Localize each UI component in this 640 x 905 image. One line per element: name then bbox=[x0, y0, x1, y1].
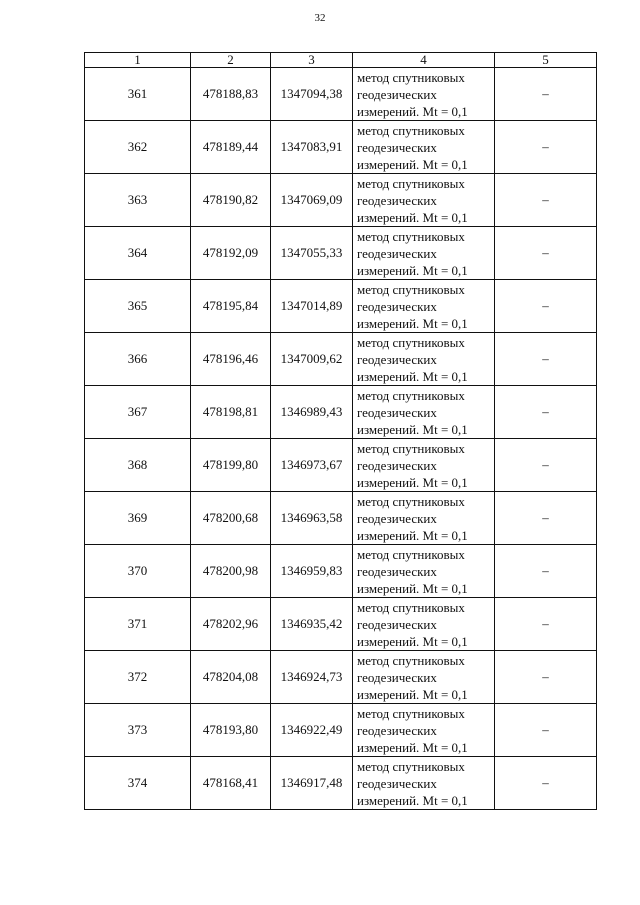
method-line: измерений. Mt = 0,1 bbox=[357, 792, 468, 808]
x-coordinate-cell: 478188,83 bbox=[191, 68, 271, 121]
point-number-cell: 373 bbox=[85, 704, 191, 757]
method-line: геодезических bbox=[357, 510, 437, 526]
y-coordinate-cell: 1346922,49 bbox=[271, 704, 353, 757]
method-line: измерений. Mt = 0,1 bbox=[357, 262, 468, 278]
coordinates-table bbox=[84, 52, 597, 810]
x-coordinate-cell: 478190,82 bbox=[191, 174, 271, 227]
method-line: метод спутниковых bbox=[357, 493, 465, 509]
point-number-cell: 372 bbox=[85, 651, 191, 704]
table-body bbox=[85, 68, 597, 810]
point-number-cell: 364 bbox=[85, 227, 191, 280]
page-number: 32 bbox=[314, 12, 326, 24]
method-line: геодезических bbox=[357, 457, 437, 473]
y-coordinate-cell: 1346963,58 bbox=[271, 492, 353, 545]
method-cell bbox=[353, 704, 495, 757]
method-line: измерений. Mt = 0,1 bbox=[357, 209, 468, 225]
point-number-cell: 362 bbox=[85, 121, 191, 174]
point-number-cell: 374 bbox=[85, 757, 191, 810]
method-line: геодезических bbox=[357, 245, 437, 261]
point-number-cell: 363 bbox=[85, 174, 191, 227]
table-row bbox=[85, 545, 597, 598]
table-row bbox=[85, 704, 597, 757]
table-row bbox=[85, 280, 597, 333]
column-header: 1 bbox=[85, 53, 191, 68]
point-number-cell: 369 bbox=[85, 492, 191, 545]
method-line: метод спутниковых bbox=[357, 228, 465, 244]
x-coordinate-cell: 478195,84 bbox=[191, 280, 271, 333]
method-line: метод спутниковых bbox=[357, 599, 465, 615]
point-number-cell: 366 bbox=[85, 333, 191, 386]
method-line: метод спутниковых bbox=[357, 387, 465, 403]
method-line: измерений. Mt = 0,1 bbox=[357, 474, 468, 490]
y-coordinate-cell: 1347014,89 bbox=[271, 280, 353, 333]
method-line: метод спутниковых bbox=[357, 652, 465, 668]
method-line: геодезических bbox=[357, 669, 437, 685]
method-line: метод спутниковых bbox=[357, 334, 465, 350]
table-row bbox=[85, 492, 597, 545]
table-row bbox=[85, 598, 597, 651]
table-row bbox=[85, 333, 597, 386]
method-line: геодезических bbox=[357, 563, 437, 579]
method-cell bbox=[353, 280, 495, 333]
method-line: геодезических bbox=[357, 616, 437, 632]
note-cell: – bbox=[495, 757, 597, 810]
method-cell bbox=[353, 439, 495, 492]
table-row bbox=[85, 121, 597, 174]
table-header-row bbox=[85, 53, 597, 68]
y-coordinate-cell: 1347083,91 bbox=[271, 121, 353, 174]
y-coordinate-cell: 1346917,48 bbox=[271, 757, 353, 810]
y-coordinate-cell: 1347055,33 bbox=[271, 227, 353, 280]
table-row bbox=[85, 386, 597, 439]
x-coordinate-cell: 478198,81 bbox=[191, 386, 271, 439]
method-line: метод спутниковых bbox=[357, 69, 465, 85]
method-line: измерений. Mt = 0,1 bbox=[357, 368, 468, 384]
y-coordinate-cell: 1346973,67 bbox=[271, 439, 353, 492]
point-number-cell: 371 bbox=[85, 598, 191, 651]
method-line: измерений. Mt = 0,1 bbox=[357, 156, 468, 172]
note-cell: – bbox=[495, 439, 597, 492]
method-line: измерений. Mt = 0,1 bbox=[357, 103, 468, 119]
note-cell: – bbox=[495, 227, 597, 280]
note-cell: – bbox=[495, 280, 597, 333]
method-cell bbox=[353, 545, 495, 598]
method-cell bbox=[353, 386, 495, 439]
x-coordinate-cell: 478200,98 bbox=[191, 545, 271, 598]
method-line: метод спутниковых bbox=[357, 440, 465, 456]
x-coordinate-cell: 478200,68 bbox=[191, 492, 271, 545]
note-cell: – bbox=[495, 333, 597, 386]
column-header: 3 bbox=[271, 53, 353, 68]
method-line: геодезических bbox=[357, 775, 437, 791]
x-coordinate-cell: 478168,41 bbox=[191, 757, 271, 810]
note-cell: – bbox=[495, 174, 597, 227]
method-cell bbox=[353, 598, 495, 651]
note-cell: – bbox=[495, 545, 597, 598]
method-line: геодезических bbox=[357, 192, 437, 208]
table-row bbox=[85, 757, 597, 810]
table-row bbox=[85, 439, 597, 492]
note-cell: – bbox=[495, 704, 597, 757]
method-line: геодезических bbox=[357, 351, 437, 367]
method-cell bbox=[353, 68, 495, 121]
y-coordinate-cell: 1346924,73 bbox=[271, 651, 353, 704]
method-line: измерений. Mt = 0,1 bbox=[357, 315, 468, 331]
y-coordinate-cell: 1346989,43 bbox=[271, 386, 353, 439]
x-coordinate-cell: 478202,96 bbox=[191, 598, 271, 651]
column-header: 2 bbox=[191, 53, 271, 68]
x-coordinate-cell: 478192,09 bbox=[191, 227, 271, 280]
note-cell: – bbox=[495, 651, 597, 704]
y-coordinate-cell: 1347009,62 bbox=[271, 333, 353, 386]
method-line: метод спутниковых bbox=[357, 705, 465, 721]
table-row bbox=[85, 227, 597, 280]
method-line: измерений. Mt = 0,1 bbox=[357, 739, 468, 755]
point-number-cell: 365 bbox=[85, 280, 191, 333]
point-number-cell: 368 bbox=[85, 439, 191, 492]
x-coordinate-cell: 478204,08 bbox=[191, 651, 271, 704]
method-line: геодезических bbox=[357, 404, 437, 420]
note-cell: – bbox=[495, 68, 597, 121]
note-cell: – bbox=[495, 386, 597, 439]
table-row bbox=[85, 651, 597, 704]
column-header: 4 bbox=[353, 53, 495, 68]
method-line: метод спутниковых bbox=[357, 758, 465, 774]
method-cell bbox=[353, 174, 495, 227]
y-coordinate-cell: 1346959,83 bbox=[271, 545, 353, 598]
method-cell bbox=[353, 333, 495, 386]
method-cell bbox=[353, 227, 495, 280]
method-line: измерений. Mt = 0,1 bbox=[357, 527, 468, 543]
table-row bbox=[85, 68, 597, 121]
y-coordinate-cell: 1346935,42 bbox=[271, 598, 353, 651]
method-line: геодезических bbox=[357, 722, 437, 738]
method-line: метод спутниковых bbox=[357, 122, 465, 138]
method-cell bbox=[353, 757, 495, 810]
y-coordinate-cell: 1347094,38 bbox=[271, 68, 353, 121]
note-cell: – bbox=[495, 492, 597, 545]
y-coordinate-cell: 1347069,09 bbox=[271, 174, 353, 227]
method-line: измерений. Mt = 0,1 bbox=[357, 686, 468, 702]
method-line: измерений. Mt = 0,1 bbox=[357, 633, 468, 649]
x-coordinate-cell: 478199,80 bbox=[191, 439, 271, 492]
x-coordinate-cell: 478189,44 bbox=[191, 121, 271, 174]
method-line: измерений. Mt = 0,1 bbox=[357, 580, 468, 596]
x-coordinate-cell: 478193,80 bbox=[191, 704, 271, 757]
method-cell bbox=[353, 121, 495, 174]
note-cell: – bbox=[495, 598, 597, 651]
method-line: геодезических bbox=[357, 139, 437, 155]
method-line: геодезических bbox=[357, 86, 437, 102]
method-cell bbox=[353, 492, 495, 545]
column-header: 5 bbox=[495, 53, 597, 68]
table-row bbox=[85, 174, 597, 227]
x-coordinate-cell: 478196,46 bbox=[191, 333, 271, 386]
method-line: геодезических bbox=[357, 298, 437, 314]
point-number-cell: 370 bbox=[85, 545, 191, 598]
note-cell: – bbox=[495, 121, 597, 174]
method-line: метод спутниковых bbox=[357, 175, 465, 191]
method-cell bbox=[353, 651, 495, 704]
point-number-cell: 361 bbox=[85, 68, 191, 121]
point-number-cell: 367 bbox=[85, 386, 191, 439]
method-line: метод спутниковых bbox=[357, 546, 465, 562]
method-line: метод спутниковых bbox=[357, 281, 465, 297]
method-line: измерений. Mt = 0,1 bbox=[357, 421, 468, 437]
